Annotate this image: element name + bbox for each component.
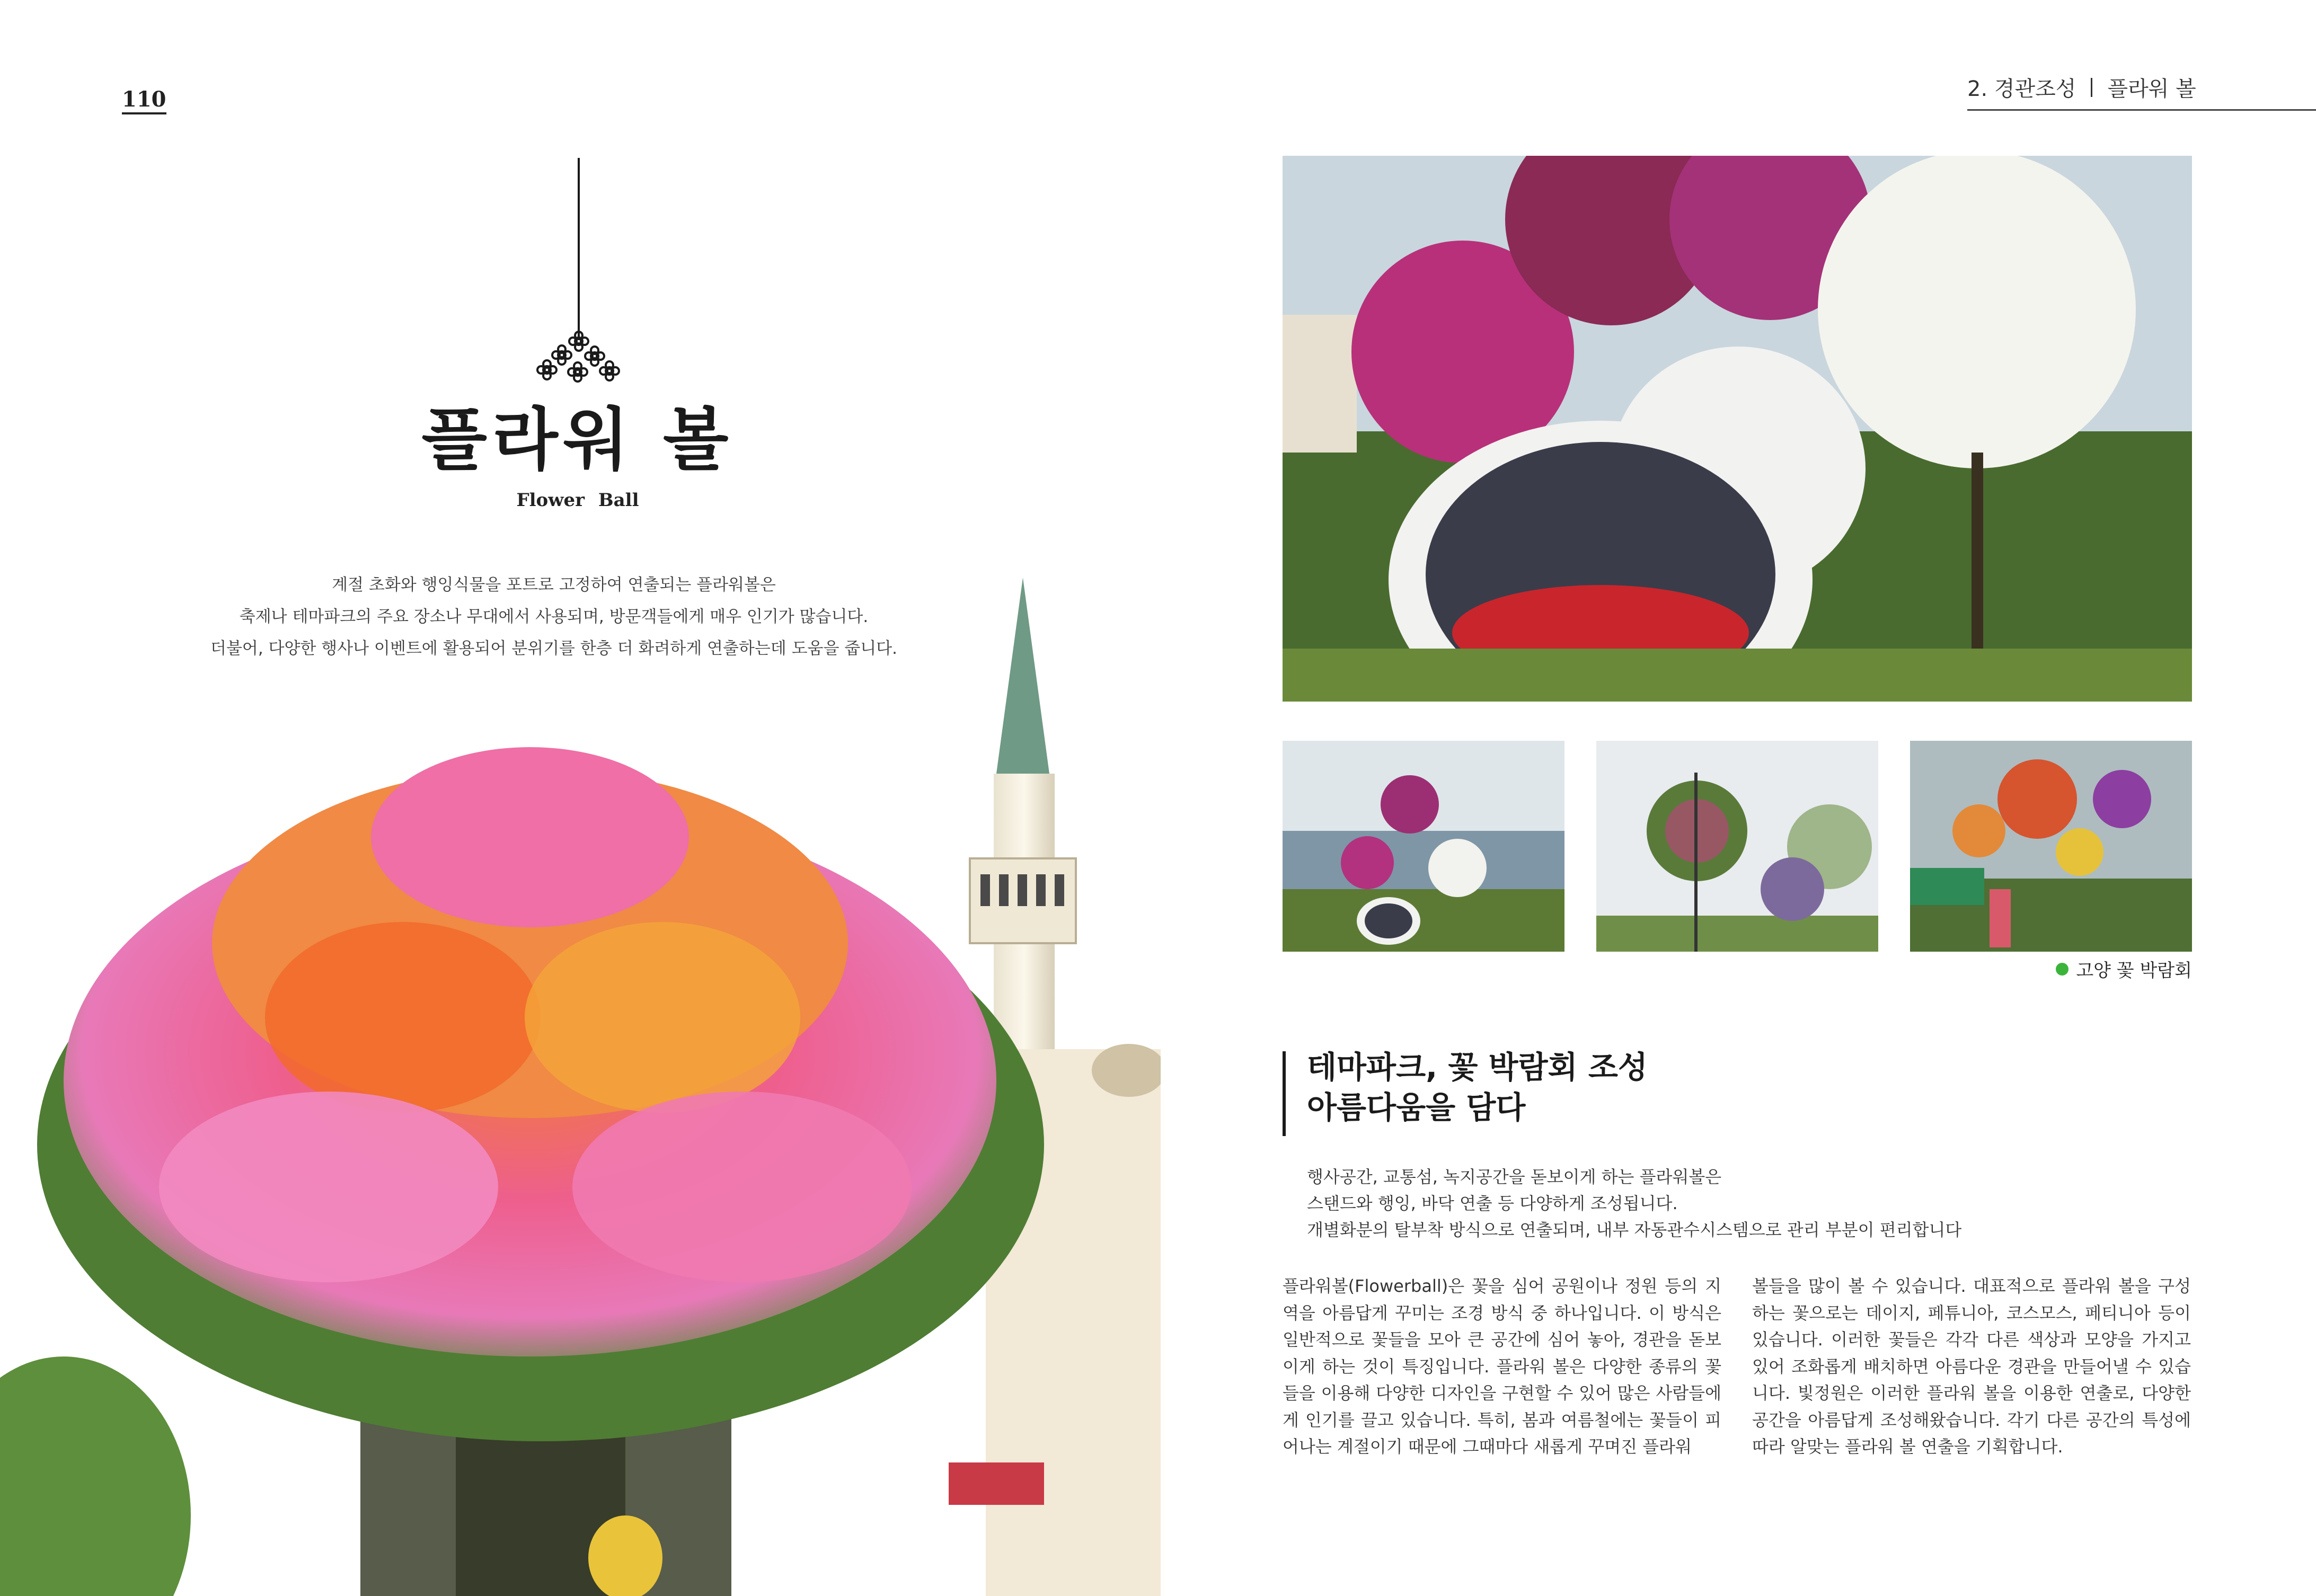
subsection-title: 플라워 볼 [2107, 77, 2196, 101]
intro-line: 더불어, 다양한 행사나 이벤트에 활용되어 분위기를 한층 더 화려하게 연출하는데 도움을 줍니다. [210, 639, 897, 658]
summary-line: 행사공간, 교통섬, 녹지공간을 돋보이게 하는 플라워볼은 [1307, 1167, 1722, 1187]
heading-line: 아름다움을 담다 [1307, 1089, 1526, 1125]
photo-caption [1910, 956, 2192, 982]
summary-line: 개별화분의 탈부착 방식으로 연출되며, 내부 자동관수시스템으로 관리 부분이 편리합니다 [1307, 1220, 1962, 1240]
thumbnail-expo-photo [1910, 741, 2192, 952]
flower-tree-photo [0, 562, 1161, 1596]
heading-line: 테마파크, 꽃 박람회 조성 [1307, 1049, 1648, 1085]
intro-line: 계절 초화와 행잉식물을 포트로 고정하여 연출되는 플라워볼은 [332, 575, 776, 595]
thumbnail-hanging-balls-photo [1596, 741, 1878, 952]
green-dot-icon [2056, 963, 2069, 976]
hanging-flowers-icon [535, 330, 622, 388]
page-number: 110 [122, 89, 166, 114]
hanger-line [578, 158, 580, 337]
caption-text: 고양 꽃 박람회 [2076, 960, 2192, 981]
thumbnail-lakeside-photo [1283, 741, 1564, 952]
heading-bar [1283, 1051, 1286, 1136]
summary-line: 스탠드와 행잉, 바닥 연출 등 다양하게 조성됩니다. [1307, 1193, 1678, 1213]
body-column-right: 볼들을 많이 볼 수 있습니다. 대표적으로 플라워 볼을 구성하는 꽃으로는 데이지, 페튜니아, 코스모스, 페티니아 등이 있습니다. 이러한 꽃들은 각각 다른 색상과 모양을 가지고 있어 조화롭게 배치하면 아름다운 경관을 만들어낼 수 있습니다. 빛정원은 이러한 플라워 볼을 이용한 연출로, 다양한 공간을 아름답게 조성해왔습니다. 각기 다른 공간의 특성에 따라 알맞는 플라워 볼 연출을 기획합니다. [1752, 1276, 2191, 1457]
header-rule [1967, 109, 2316, 111]
section-heading [1307, 1047, 1648, 1128]
page-subtitle-english: Flower Ball [516, 490, 639, 511]
section-header [1967, 72, 2196, 102]
body-column-left: 플라워볼(Flowerball)은 꽃을 심어 공원이나 정원 등의 지역을 아름답게 꾸미는 조경 방식 중 하나입니다. 이 방식은 일반적으로 꽃들을 모아 큰 공간에 심어 놓아, 경관을 돋보이게 하는 것이 특징입니다. 플라워 볼은 다양한 종류의 꽃들을 이용해 다양한 디자인을 구현할 수 있어 많은 사람들에게 인기를 끌고 있습니다. 특히, 봄과 여름철에는 꽃들이 피어나는 계절이기 때문에 그때마다 새롭게 꾸며진 플라워 [1283, 1276, 1721, 1457]
section-divider [2091, 78, 2092, 97]
section-title: 2. 경관조성 [1967, 77, 2076, 101]
page-title: 플라워 볼 [421, 400, 734, 480]
summary-text [1307, 1164, 1961, 1243]
flower-ball-photo-main [1283, 156, 2192, 702]
intro-line: 축제나 테마파크의 주요 장소나 무대에서 사용되며, 방문객들에게 매우 인기가 많습니다. [239, 607, 869, 626]
